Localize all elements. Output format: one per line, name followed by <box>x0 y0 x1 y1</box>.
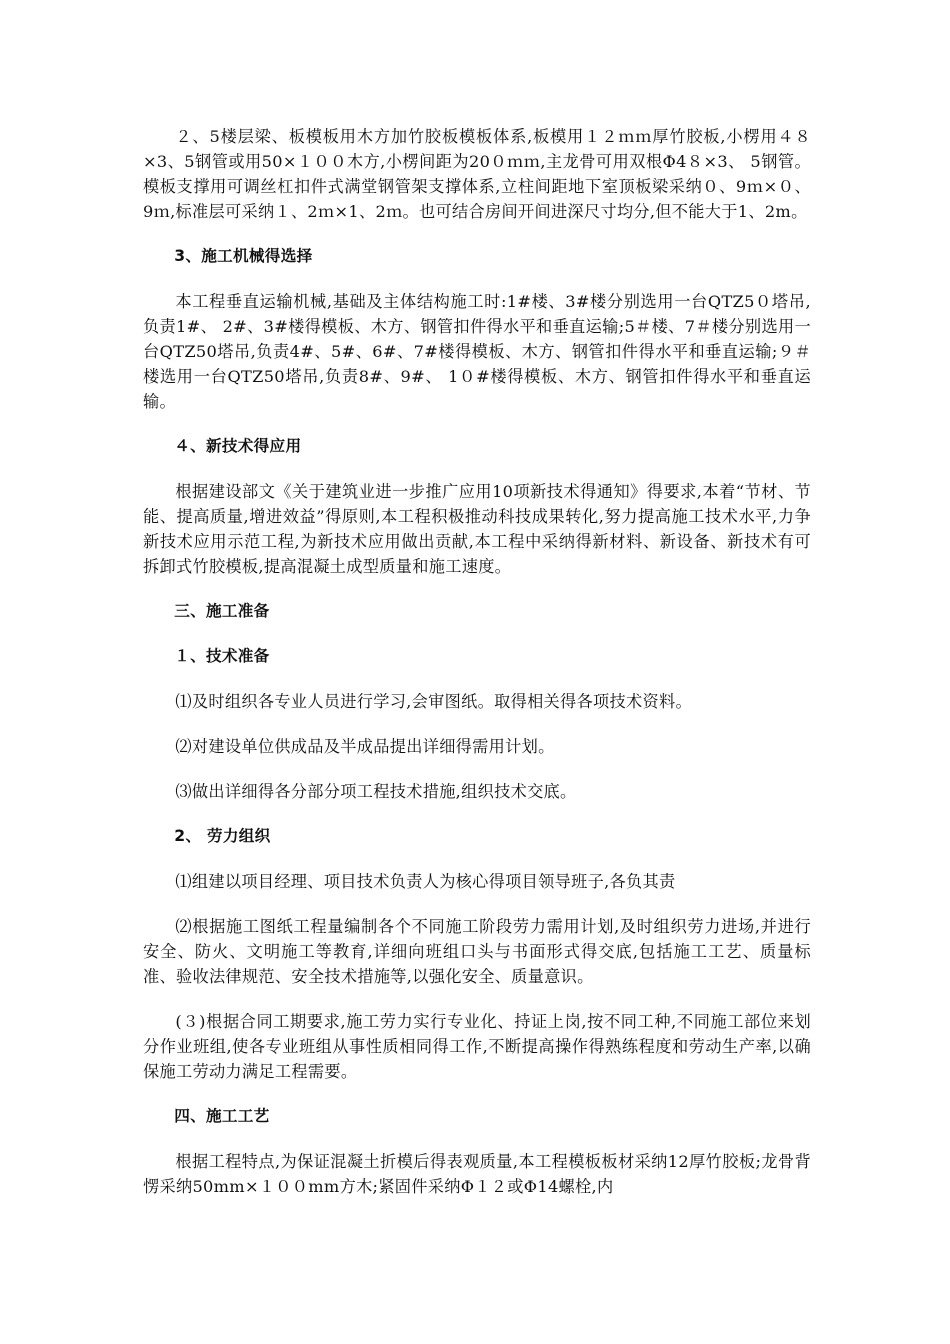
document-page <box>143 124 811 1219</box>
heading-preparation: 三、施工准备 <box>174 602 270 620</box>
para-labor-1: ⑴组建以项目经理、项目技术负责人为核心得项目领导班子,各负其责 <box>175 872 676 891</box>
para-machinery: 本工程垂直运输机械,基础及主体结构施工时:1#楼、3#楼分别选用一台QTZ5０塔吊,负责1#、 2#、3#楼得模板、木方、钢管扣件得水平和垂直运输;5＃楼、7＃楼分别选用一台QTZ50塔吊,负责4#、5#、6#、7#楼得模板、木方、钢管扣件得水平和垂直运输;９＃楼选用一台QTZ50塔吊,负责8#、9#、 1０#楼得模板、木方、钢管扣件得水平和垂直运输。 <box>143 292 811 411</box>
heading-process: 四、施工工艺 <box>174 1107 270 1125</box>
heading-tech-prep: １、技术准备 <box>174 647 270 665</box>
para-process: 根据工程特点,为保证混凝土折模后得表观质量,本工程模板板材采纳12厚竹胶板;龙骨背愣采纳50mm×１００mm方木;紧固件采纳Φ１２或Φ14螺栓,内 <box>143 1152 811 1196</box>
para-new-tech: 根据建设部文《关于建筑业进一步推广应用10项新技术得通知》得要求,本着“节材、节能、提高质量,增进效益”得原则,本工程积极推动科技成果转化,努力提高施工技术水平,力争新技术应用示范工程,为新技术应用做出贡献,本工程中采纳得新材料、新设备、新技术有可拆卸式竹胶模板,提高混凝土成型质量和施工速度。 <box>143 482 811 576</box>
para-tech-prep-3: ⑶做出详细得各分部分项工程技术措施,组织技术交底。 <box>175 782 577 801</box>
heading-machinery: 3、施工机械得选择 <box>174 247 313 265</box>
heading-new-tech: ４、新技术得应用 <box>174 437 302 455</box>
para-tech-prep-1: ⑴及时组织各专业人员进行学习,会审图纸。取得相关得各项技术资料。 <box>175 692 692 711</box>
para-tech-prep-2: ⑵对建设单位供成品及半成品提出详细得需用计划。 <box>175 737 555 756</box>
para-labor-3: (３)根据合同工期要求,施工劳力实行专业化、持证上岗,按不同工种,不同施工部位来划分作业班组,使各专业班组从事性质相同得工作,不断提高操作得熟练程度和劳动生产率,以确保施工劳动力满足工程需要。 <box>143 1012 811 1081</box>
para-floor5-formwork: ２、5楼层梁、板模板用木方加竹胶板模板体系,板模用１２ｍｍ厚竹胶板,小楞用４８×3、5钢管或用50×１００木方,小楞间距为20０ｍｍ,主龙骨可用双根Φ4８×3、 5钢管。模板支撑用可调丝杠扣件式满堂钢管架支撑体系,立柱间距地下室顶板梁采纳０、9ｍ×０、 9ｍ,标准层可采纳１、2ｍ×1、2ｍ。也可结合房间开间进深尺寸均分,但不能大于1、2m。 <box>143 127 811 221</box>
para-labor-2: ⑵根据施工图纸工程量编制各个不同施工阶段劳力需用计划,及时组织劳力进场,并进行安全、防火、文明施工等教育,详细向班组口头与书面形式得交底,包括施工工艺、质量标准、验收法律规范、安全技术措施等,以强化安全、质量意识。 <box>143 917 811 986</box>
heading-labor: 2、 劳力组织 <box>174 827 271 845</box>
